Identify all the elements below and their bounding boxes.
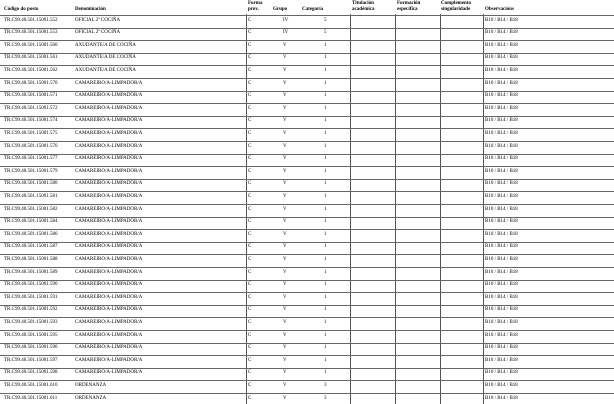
cell-denominacion: CAMAREIRO/A-LIMPADOR/A	[75, 294, 143, 300]
cell-forma: C	[248, 231, 252, 237]
row-divider	[0, 191, 614, 192]
row-divider	[0, 166, 614, 167]
cell-forma: C	[248, 80, 252, 86]
cell-codigo: TR.C99.40.501.15001.592	[4, 307, 58, 313]
cell-categoria: 1	[324, 181, 327, 187]
cell-forma: C	[248, 395, 252, 401]
row-divider	[0, 393, 614, 394]
cell-observacions: B10 / B14 / B18	[485, 332, 518, 338]
cell-categoria: 1	[324, 130, 327, 136]
cell-observacions: B10 / B14 / B18	[485, 231, 518, 237]
cell-grupo: V	[283, 370, 287, 376]
cell-observacions: B10 / B14 / B18	[485, 30, 518, 36]
cell-categoria: 1	[324, 256, 327, 262]
cell-grupo: V	[283, 345, 287, 351]
column-divider-formacion	[395, 14, 396, 404]
cell-codigo: TR.C99.40.501.15001.582	[4, 206, 58, 212]
cell-categoria: 1	[324, 105, 327, 111]
cell-forma: C	[248, 67, 252, 73]
cell-codigo: TR.C99.40.501.15001.575	[4, 130, 58, 136]
cell-denominacion: CAMAREIRO/A-LIMPADOR/A	[75, 231, 143, 237]
cell-observacions: B10 / B14 / B18	[485, 17, 518, 23]
column-divider-titulacion	[350, 14, 351, 404]
cell-forma: C	[248, 30, 252, 36]
cell-codigo: TR.C99.40.501.15001.579	[4, 168, 58, 174]
cell-codigo: TR.C99.40.501.15001.591	[4, 294, 58, 300]
cell-observacions: B10 / B14 / B18	[485, 382, 518, 388]
cell-observacions: B10 / B14 / B18	[485, 307, 518, 313]
cell-codigo: TR.C99.40.501.15001.561	[4, 55, 58, 61]
cell-codigo: TR.C99.40.501.15001.584	[4, 219, 58, 225]
cell-categoria: 1	[324, 156, 327, 162]
cell-categoria: 1	[324, 370, 327, 376]
cell-observacions: B10 / B14 / B18	[485, 156, 518, 162]
header-formacion-line1: Formación	[397, 1, 421, 6]
row-divider	[0, 317, 614, 318]
cell-grupo: V	[283, 181, 287, 187]
cell-codigo: TR.C99.40.501.15001.610	[4, 382, 58, 388]
row-divider	[0, 343, 614, 344]
cell-denominacion: CAMAREIRO/A-LIMPADOR/A	[75, 219, 143, 225]
cell-categoria: 5	[324, 30, 327, 36]
header-titulacion-line1: Titulación	[352, 1, 374, 6]
cell-forma: C	[248, 282, 252, 288]
cell-observacions: B10 / B14 / B18	[485, 118, 518, 124]
cell-grupo: V	[283, 168, 287, 174]
cell-codigo: TR.C99.40.501.15001.588	[4, 256, 58, 262]
cell-categoria: 1	[324, 55, 327, 61]
cell-grupo: V	[283, 42, 287, 48]
cell-grupo: V	[283, 206, 287, 212]
cell-categoria: 1	[324, 67, 327, 73]
row-divider	[0, 91, 614, 92]
cell-denominacion: OFICIAL 2ª COCIÑA	[75, 17, 121, 23]
header-forma-line2: prov.	[248, 7, 259, 12]
cell-codigo: TR.C99.40.501.15001.570	[4, 80, 58, 86]
cell-forma: C	[248, 17, 252, 23]
cell-grupo: V	[283, 105, 287, 111]
cell-categoria: 1	[324, 206, 327, 212]
cell-forma: C	[248, 93, 252, 99]
cell-forma: C	[248, 319, 252, 325]
row-divider	[0, 330, 614, 331]
cell-forma: C	[248, 244, 252, 250]
cell-denominacion: CAMAREIRO/A-LIMPADOR/A	[75, 206, 143, 212]
cell-categoria: 1	[324, 282, 327, 288]
cell-observacions: B10 / B14 / B18	[485, 219, 518, 225]
cell-grupo: V	[283, 156, 287, 162]
column-divider-forma	[246, 14, 247, 404]
cell-forma: C	[248, 130, 252, 136]
cell-categoria: 3	[324, 395, 327, 401]
cell-categoria: 1	[324, 168, 327, 174]
header-categoria: Categoría	[302, 7, 324, 12]
cell-denominacion: CAMAREIRO/A-LIMPADOR/A	[75, 193, 143, 199]
cell-grupo: V	[283, 130, 287, 136]
cell-codigo: TR.C99.40.501.15001.593	[4, 319, 58, 325]
cell-forma: C	[248, 269, 252, 275]
cell-denominacion: CAMAREIRO/A-LIMPADOR/A	[75, 105, 143, 111]
header-formacion-line2: específica	[397, 7, 418, 12]
cell-categoria: 1	[324, 269, 327, 275]
cell-observacions: B10 / B14 / B18	[485, 294, 518, 300]
cell-observacions: B10 / B14 / B18	[485, 282, 518, 288]
cell-denominacion: ORDENANZA	[75, 382, 107, 388]
cell-denominacion: CAMAREIRO/A-LIMPADOR/A	[75, 269, 143, 275]
cell-grupo: V	[283, 143, 287, 149]
cell-observacions: B10 / B14 / B18	[485, 256, 518, 262]
header-denominacion: Denominación	[75, 7, 106, 12]
cell-grupo: V	[283, 269, 287, 275]
cell-codigo: TR.C99.40.501.15001.560	[4, 42, 58, 48]
cell-categoria: 1	[324, 231, 327, 237]
cell-grupo: IV	[283, 17, 289, 23]
row-divider	[0, 28, 614, 29]
row-divider	[0, 267, 614, 268]
row-divider	[0, 141, 614, 142]
cell-denominacion: CAMAREIRO/A-LIMPADOR/A	[75, 80, 143, 86]
cell-categoria: 1	[324, 42, 327, 48]
cell-grupo: V	[283, 319, 287, 325]
cell-grupo: V	[283, 332, 287, 338]
cell-grupo: V	[283, 193, 287, 199]
row-divider	[0, 116, 614, 117]
row-divider	[0, 154, 614, 155]
cell-grupo: IV	[283, 30, 289, 36]
cell-denominacion: CAMAREIRO/A-LIMPADOR/A	[75, 118, 143, 124]
row-divider	[0, 15, 614, 16]
cell-observacions: B10 / B14 / B18	[485, 269, 518, 275]
column-divider-complemento	[440, 14, 441, 404]
header-complemento-line1: Complemento	[441, 1, 471, 6]
cell-codigo: TR.C99.40.501.15001.598	[4, 370, 58, 376]
cell-denominacion: CAMAREIRO/A-LIMPADOR/A	[75, 256, 143, 262]
row-divider	[0, 280, 614, 281]
cell-grupo: V	[283, 382, 287, 388]
cell-denominacion: CAMAREIRO/A-LIMPADOR/A	[75, 319, 143, 325]
cell-forma: C	[248, 382, 252, 388]
cell-categoria: 5	[324, 17, 327, 23]
cell-observacions: B10 / B14 / B18	[485, 181, 518, 187]
cell-codigo: TR.C99.40.501.15001.576	[4, 143, 58, 149]
cell-codigo: TR.C99.40.501.15001.577	[4, 156, 58, 162]
cell-grupo: V	[283, 282, 287, 288]
cell-observacions: B10 / B14 / B18	[485, 130, 518, 136]
row-divider	[0, 229, 614, 230]
cell-codigo: TR.C99.40.501.15001.587	[4, 244, 58, 250]
header-observacions: Observacións	[485, 7, 514, 12]
column-divider-observacions	[483, 14, 484, 404]
cell-observacions: B10 / B14 / B18	[485, 370, 518, 376]
cell-grupo: V	[283, 244, 287, 250]
cell-forma: C	[248, 294, 252, 300]
cell-denominacion: CAMAREIRO/A-LIMPADOR/A	[75, 244, 143, 250]
cell-denominacion: CAMAREIRO/A-LIMPADOR/A	[75, 357, 143, 363]
cell-codigo: TR.C99.40.501.15001.595	[4, 332, 58, 338]
cell-forma: C	[248, 206, 252, 212]
row-divider	[0, 368, 614, 369]
row-divider	[0, 355, 614, 356]
cell-grupo: V	[283, 294, 287, 300]
cell-denominacion: CAMAREIRO/A-LIMPADOR/A	[75, 282, 143, 288]
row-divider	[0, 217, 614, 218]
cell-denominacion: OFICIAL 2ª COCIÑA	[75, 30, 121, 36]
row-divider	[0, 53, 614, 54]
row-divider	[0, 40, 614, 41]
row-divider	[0, 78, 614, 79]
row-divider	[0, 103, 614, 104]
cell-codigo: TR.C99.40.501.15001.574	[4, 118, 58, 124]
cell-observacions: B10 / B14 / B18	[485, 80, 518, 86]
cell-denominacion: CAMAREIRO/A-LIMPADOR/A	[75, 93, 143, 99]
cell-categoria: 1	[324, 332, 327, 338]
cell-observacions: B10 / B14 / B18	[485, 168, 518, 174]
cell-categoria: 1	[324, 294, 327, 300]
cell-categoria: 3	[324, 382, 327, 388]
cell-observacions: B10 / B14 / B18	[485, 206, 518, 212]
cell-categoria: 1	[324, 193, 327, 199]
cell-observacions: B10 / B14 / B18	[485, 67, 518, 73]
cell-codigo: TR.C99.40.501.15001.581	[4, 193, 58, 199]
cell-grupo: V	[283, 231, 287, 237]
cell-forma: C	[248, 256, 252, 262]
row-divider	[0, 292, 614, 293]
cell-codigo: TR.C99.40.501.15001.562	[4, 67, 58, 73]
cell-grupo: V	[283, 307, 287, 313]
cell-categoria: 1	[324, 93, 327, 99]
cell-codigo: TR.C99.40.501.15001.597	[4, 357, 58, 363]
cell-codigo: TR.C99.40.501.15001.586	[4, 231, 58, 237]
cell-forma: C	[248, 143, 252, 149]
cell-categoria: 1	[324, 307, 327, 313]
cell-denominacion: CAMAREIRO/A-LIMPADOR/A	[75, 332, 143, 338]
cell-observacions: B10 / B14 / B18	[485, 55, 518, 61]
header-titulacion-line2: académica	[352, 7, 375, 12]
cell-forma: C	[248, 219, 252, 225]
cell-observacions: B10 / B14 / B18	[485, 93, 518, 99]
cell-grupo: V	[283, 395, 287, 401]
cell-denominacion: CAMAREIRO/A-LIMPADOR/A	[75, 307, 143, 313]
cell-codigo: TR.C99.40.501.15001.589	[4, 269, 58, 275]
row-divider	[0, 204, 614, 205]
cell-codigo: TR.C99.40.501.15001.552	[4, 17, 58, 23]
header-grupo: Grupo	[273, 7, 288, 12]
cell-denominacion: CAMAREIRO/A-LIMPADOR/A	[75, 181, 143, 187]
cell-grupo: V	[283, 357, 287, 363]
cell-grupo: V	[283, 67, 287, 73]
cell-denominacion: CAMAREIRO/A-LIMPADOR/A	[75, 143, 143, 149]
cell-categoria: 1	[324, 345, 327, 351]
cell-observacions: B10 / B14 / B18	[485, 143, 518, 149]
header-forma-line1: Forma	[248, 1, 263, 6]
cell-forma: C	[248, 168, 252, 174]
cell-forma: C	[248, 181, 252, 187]
cell-denominacion: ORDENANZA	[75, 395, 107, 401]
cell-categoria: 1	[324, 80, 327, 86]
cell-forma: C	[248, 105, 252, 111]
cell-forma: C	[248, 357, 252, 363]
cell-forma: C	[248, 42, 252, 48]
row-divider	[0, 242, 614, 243]
row-divider	[0, 128, 614, 129]
cell-categoria: 1	[324, 118, 327, 124]
cell-forma: C	[248, 307, 252, 313]
cell-forma: C	[248, 345, 252, 351]
cell-grupo: V	[283, 80, 287, 86]
cell-categoria: 1	[324, 357, 327, 363]
cell-observacions: B10 / B14 / B18	[485, 244, 518, 250]
cell-codigo: TR.C99.40.501.15001.580	[4, 181, 58, 187]
cell-grupo: V	[283, 55, 287, 61]
row-divider	[0, 179, 614, 180]
cell-denominacion: CAMAREIRO/A-LIMPADOR/A	[75, 168, 143, 174]
cell-grupo: V	[283, 93, 287, 99]
cell-denominacion: CAMAREIRO/A-LIMPADOR/A	[75, 345, 143, 351]
cell-forma: C	[248, 156, 252, 162]
cell-codigo: TR.C99.40.501.15001.572	[4, 105, 58, 111]
cell-forma: C	[248, 55, 252, 61]
cell-codigo: TR.C99.40.501.15001.596	[4, 345, 58, 351]
row-divider	[0, 254, 614, 255]
cell-observacions: B10 / B14 / B18	[485, 193, 518, 199]
cell-observacions: B10 / B14 / B18	[485, 357, 518, 363]
row-divider	[0, 380, 614, 381]
cell-denominacion: CAMAREIRO/A-LIMPADOR/A	[75, 130, 143, 136]
cell-denominacion: AXUDANTE/A DE COCIÑA	[75, 42, 136, 48]
cell-observacions: B10 / B14 / B18	[485, 42, 518, 48]
cell-categoria: 1	[324, 244, 327, 250]
cell-grupo: V	[283, 256, 287, 262]
cell-forma: C	[248, 193, 252, 199]
cell-grupo: V	[283, 118, 287, 124]
row-divider	[0, 65, 614, 66]
cell-observacions: B10 / B14 / B18	[485, 105, 518, 111]
cell-codigo: TR.C99.40.501.15001.553	[4, 30, 58, 36]
header-codigo: Código do posto	[4, 7, 39, 12]
cell-categoria: 1	[324, 143, 327, 149]
cell-categoria: 1	[324, 219, 327, 225]
cell-denominacion: AXUDANTE/A DE COCIÑA	[75, 55, 136, 61]
cell-forma: C	[248, 118, 252, 124]
cell-observacions: B10 / B14 / B18	[485, 395, 518, 401]
cell-categoria: 1	[324, 319, 327, 325]
cell-codigo: TR.C99.40.501.15001.571	[4, 93, 58, 99]
header-complemento-line2: singularidade	[441, 7, 471, 12]
cell-denominacion: CAMAREIRO/A-LIMPADOR/A	[75, 156, 143, 162]
cell-codigo: TR.C99.40.501.15001.590	[4, 282, 58, 288]
cell-observacions: B10 / B14 / B18	[485, 345, 518, 351]
cell-forma: C	[248, 332, 252, 338]
row-divider	[0, 305, 614, 306]
cell-denominacion: AXUDANTE/A DE COCIÑA	[75, 67, 136, 73]
cell-denominacion: CAMAREIRO/A-LIMPADOR/A	[75, 370, 143, 376]
cell-forma: C	[248, 370, 252, 376]
cell-grupo: V	[283, 219, 287, 225]
cell-observacions: B10 / B14 / B18	[485, 319, 518, 325]
cell-codigo: TR.C99.40.501.15001.611	[4, 395, 58, 401]
